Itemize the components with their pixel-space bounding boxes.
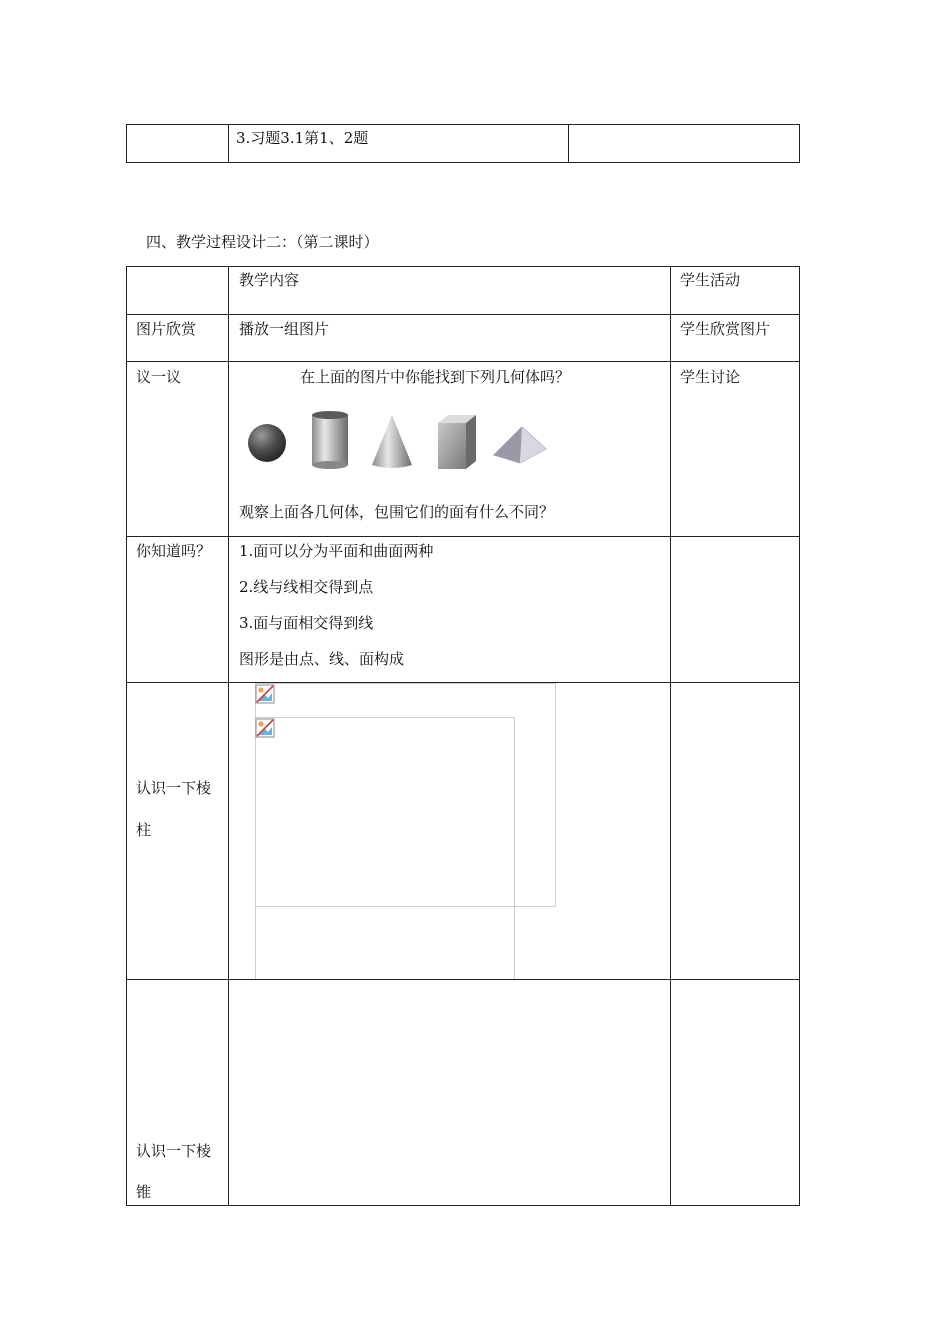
row-activity-picture: 学生欣赏图片 — [680, 320, 771, 338]
row-label-pyramid-line1: 认识一下棱 — [136, 1142, 212, 1160]
row-label-do-you-know: 你知道吗？ — [136, 542, 212, 560]
fact-line-1: 1.面可以分为平面和曲面两种 — [239, 542, 434, 560]
row-label-prism-line2: 柱 — [136, 821, 152, 839]
cylinder-icon — [312, 411, 348, 469]
row-label-pyramid-line2: 锥 — [136, 1183, 152, 1201]
discuss-question: 在上面的图片中你能找到下列几何体吗？ — [300, 368, 571, 386]
header-teaching-content: 教学内容 — [239, 271, 300, 289]
sphere-icon — [248, 424, 286, 462]
header-student-activity: 学生活动 — [680, 271, 741, 289]
section-heading: 四、教学过程设计二：（第二课时） — [146, 233, 379, 251]
row-label-prism-line1: 认识一下棱 — [136, 779, 212, 797]
image-placeholder-frame-2 — [255, 717, 515, 979]
top-table-cell-text: 3.习题3.1第1、2题 — [236, 129, 369, 147]
broken-image-icon — [255, 684, 275, 704]
geometric-solids-figure — [240, 405, 560, 475]
broken-image-icon — [255, 718, 275, 738]
cuboid-icon — [438, 415, 476, 469]
fact-line-2: 2.线与线相交得到点 — [239, 578, 374, 596]
cone-icon — [372, 415, 412, 468]
row-content-picture: 播放一组图片 — [239, 320, 330, 338]
row-label-discuss: 议一议 — [136, 368, 182, 386]
discuss-prompt: 观察上面各几何体，包围它们的面有什么不同？ — [239, 503, 555, 521]
fact-line-4: 图形是由点、线、面构成 — [239, 650, 405, 668]
fact-line-3: 3.面与面相交得到线 — [239, 614, 374, 632]
row-label-picture: 图片欣赏 — [136, 320, 197, 338]
row-activity-discuss: 学生讨论 — [680, 368, 741, 386]
pyramid-icon — [494, 427, 546, 463]
